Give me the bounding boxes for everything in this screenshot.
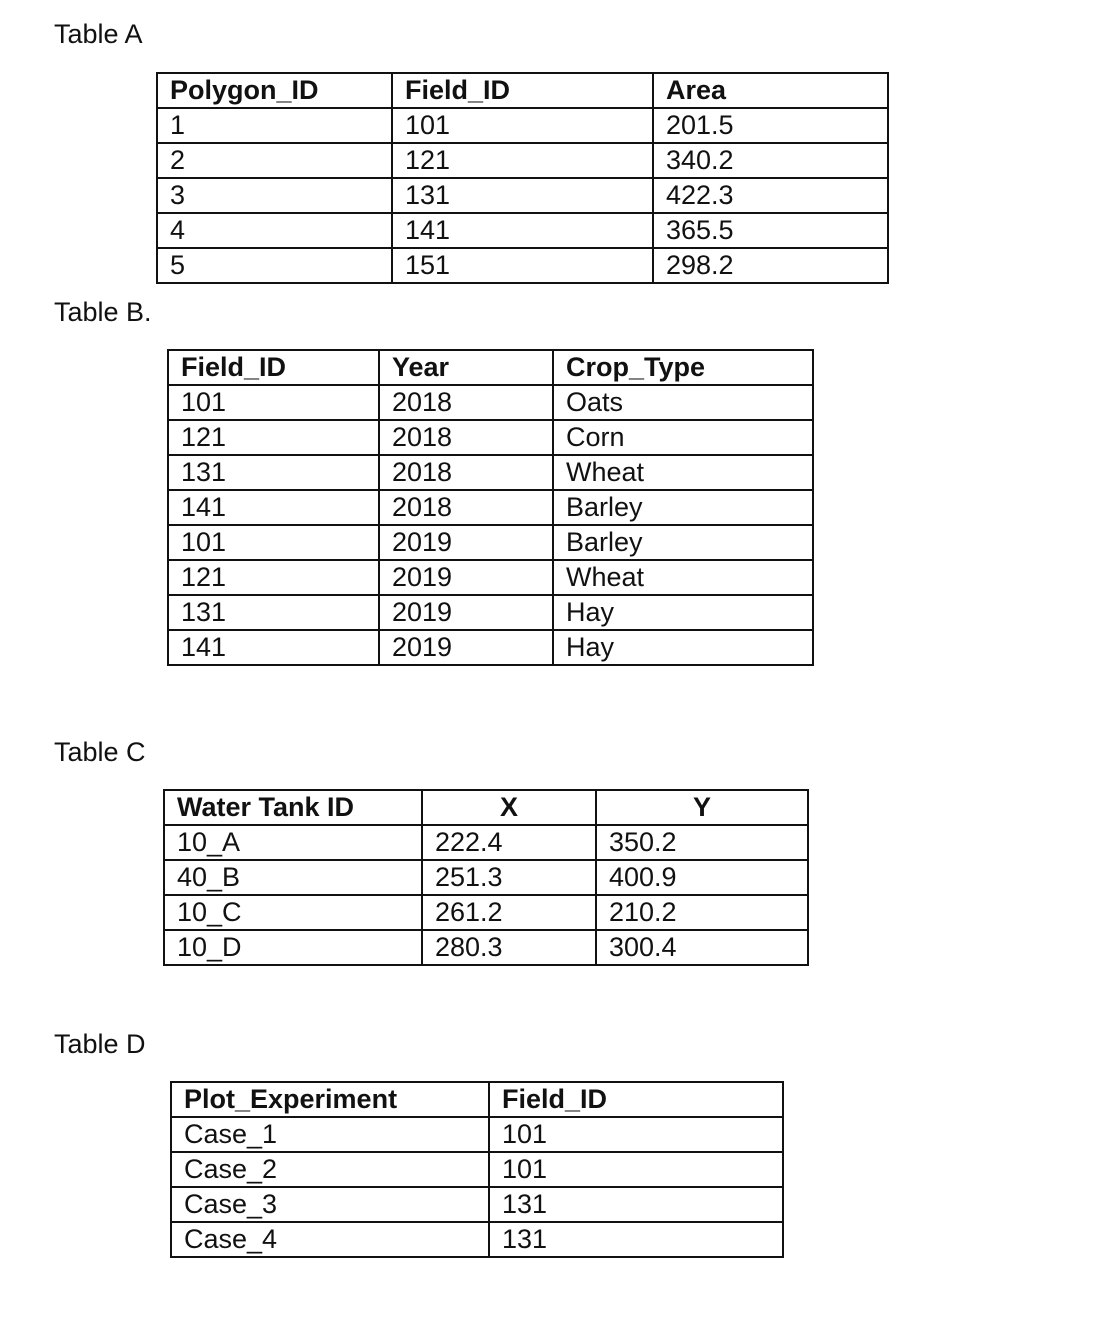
- table-row: [168, 595, 813, 630]
- table-cell: 298.2: [653, 248, 888, 283]
- table-row: [164, 895, 808, 930]
- table-row: [157, 108, 888, 143]
- table-cell: 2019: [379, 560, 553, 595]
- table-row: [168, 560, 813, 595]
- table-cell: Wheat: [553, 455, 813, 490]
- table-row: [168, 455, 813, 490]
- table-cell: 2019: [379, 630, 553, 665]
- table-cell: Oats: [553, 385, 813, 420]
- table-cell: Corn: [553, 420, 813, 455]
- table-row: [157, 178, 888, 213]
- column-header: Y: [596, 790, 808, 825]
- column-header: Field_ID: [489, 1082, 783, 1117]
- table-cell: Case_2: [171, 1152, 489, 1187]
- column-header: Year: [379, 350, 553, 385]
- column-header: Water Tank ID: [164, 790, 422, 825]
- table-b-title: Table B.: [54, 297, 152, 327]
- table-cell: Wheat: [553, 560, 813, 595]
- column-header: Field_ID: [168, 350, 379, 385]
- table-b: [167, 349, 814, 666]
- table-cell: Barley: [553, 525, 813, 560]
- table-row: [168, 525, 813, 560]
- table-row: [168, 420, 813, 455]
- table-cell: Hay: [553, 595, 813, 630]
- table-cell: 201.5: [653, 108, 888, 143]
- table-cell: 2018: [379, 385, 553, 420]
- table-row: [164, 930, 808, 965]
- table-a-header-row: [157, 73, 888, 108]
- table-row: [164, 825, 808, 860]
- table-cell: 222.4: [422, 825, 596, 860]
- column-header: Field_ID: [392, 73, 653, 108]
- table-cell: 101: [489, 1117, 783, 1152]
- table-cell: 10_A: [164, 825, 422, 860]
- table-cell: 5: [157, 248, 392, 283]
- table-cell: 2018: [379, 455, 553, 490]
- table-cell: 141: [392, 213, 653, 248]
- table-row: [168, 490, 813, 525]
- table-cell: 350.2: [596, 825, 808, 860]
- table-cell: 10_C: [164, 895, 422, 930]
- table-cell: 422.3: [653, 178, 888, 213]
- table-cell: 300.4: [596, 930, 808, 965]
- table-cell: 101: [392, 108, 653, 143]
- table-row: [171, 1187, 783, 1222]
- table-a-title: Table A: [54, 19, 143, 49]
- table-row: [157, 143, 888, 178]
- table-cell: 40_B: [164, 860, 422, 895]
- table-cell: 131: [489, 1187, 783, 1222]
- table-cell: 2: [157, 143, 392, 178]
- column-header: X: [422, 790, 596, 825]
- table-d-title: Table D: [54, 1029, 146, 1059]
- table-cell: 340.2: [653, 143, 888, 178]
- table-c-header-row: [164, 790, 808, 825]
- table-cell: 141: [168, 630, 379, 665]
- table-cell: 151: [392, 248, 653, 283]
- table-cell: Hay: [553, 630, 813, 665]
- table-cell: 2019: [379, 595, 553, 630]
- column-header: Plot_Experiment: [171, 1082, 489, 1117]
- table-row: [168, 630, 813, 665]
- column-header: Crop_Type: [553, 350, 813, 385]
- table-cell: Case_3: [171, 1187, 489, 1222]
- table-c-title: Table C: [54, 737, 146, 767]
- table-cell: 101: [168, 525, 379, 560]
- table-cell: Barley: [553, 490, 813, 525]
- table-cell: 400.9: [596, 860, 808, 895]
- table-d-header-row: [171, 1082, 783, 1117]
- table-d: [170, 1081, 784, 1258]
- table-c: [163, 789, 809, 966]
- table-row: [164, 860, 808, 895]
- table-cell: 131: [392, 178, 653, 213]
- table-a: [156, 72, 889, 284]
- table-cell: 101: [489, 1152, 783, 1187]
- table-cell: 131: [168, 455, 379, 490]
- table-cell: 251.3: [422, 860, 596, 895]
- table-row: [168, 385, 813, 420]
- table-row: [171, 1222, 783, 1257]
- table-b-header-row: [168, 350, 813, 385]
- table-cell: 261.2: [422, 895, 596, 930]
- table-row: [157, 213, 888, 248]
- table-cell: 131: [489, 1222, 783, 1257]
- column-header: Polygon_ID: [157, 73, 392, 108]
- table-cell: 2019: [379, 525, 553, 560]
- table-row: [171, 1117, 783, 1152]
- table-cell: 365.5: [653, 213, 888, 248]
- table-cell: 131: [168, 595, 379, 630]
- column-header: Area: [653, 73, 888, 108]
- table-cell: 101: [168, 385, 379, 420]
- table-cell: 121: [168, 560, 379, 595]
- table-cell: Case_1: [171, 1117, 489, 1152]
- table-cell: 2018: [379, 490, 553, 525]
- table-cell: 4: [157, 213, 392, 248]
- table-cell: 2018: [379, 420, 553, 455]
- table-cell: 3: [157, 178, 392, 213]
- table-row: [171, 1152, 783, 1187]
- table-cell: 141: [168, 490, 379, 525]
- table-cell: 121: [392, 143, 653, 178]
- table-row: [157, 248, 888, 283]
- table-cell: 210.2: [596, 895, 808, 930]
- table-cell: 1: [157, 108, 392, 143]
- table-cell: 121: [168, 420, 379, 455]
- table-cell: 10_D: [164, 930, 422, 965]
- table-cell: 280.3: [422, 930, 596, 965]
- table-cell: Case_4: [171, 1222, 489, 1257]
